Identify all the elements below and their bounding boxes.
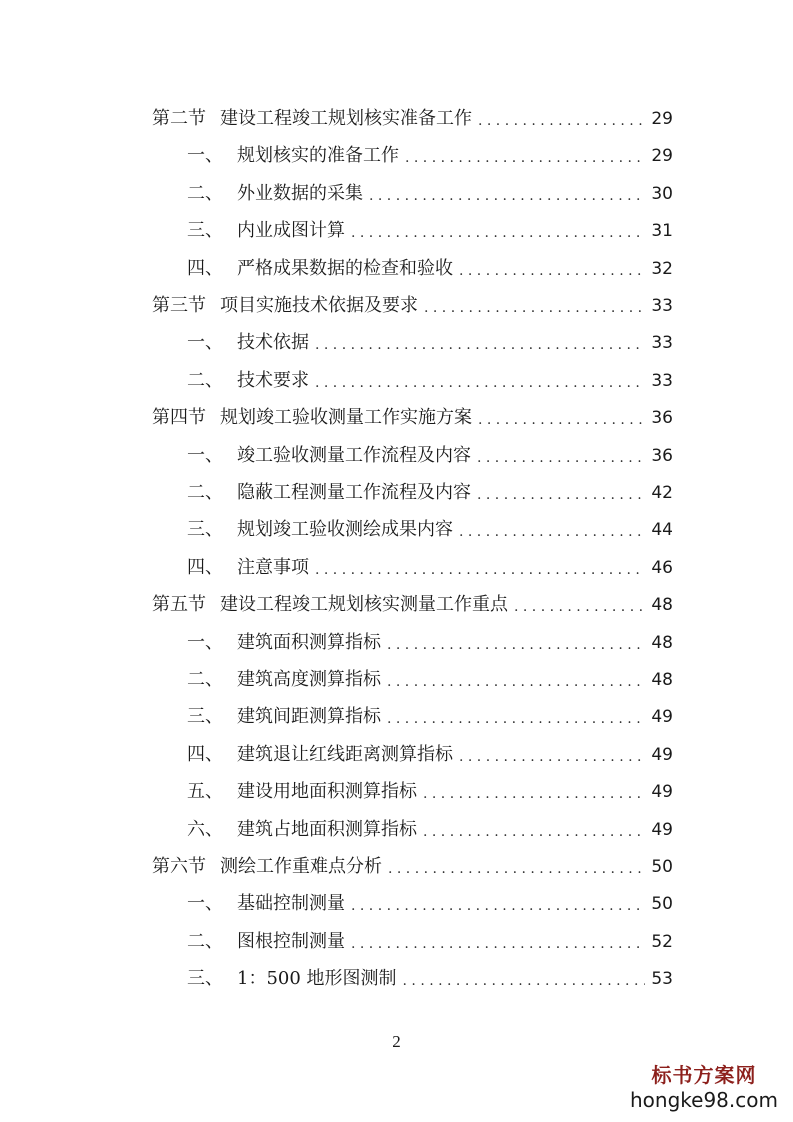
toc-entry-number: 一、 xyxy=(187,444,223,466)
toc-entry-title: 外业数据的采集 xyxy=(237,182,363,204)
toc-page-number: 33 xyxy=(651,333,673,354)
toc-dot-leader xyxy=(477,480,645,510)
toc-entry-title: 建筑间距测算指标 xyxy=(237,706,381,728)
toc-dot-leader xyxy=(514,592,645,622)
toc-entry-number: 第三节 xyxy=(152,295,206,316)
toc-dot-leader xyxy=(424,293,645,323)
toc-page-number: 46 xyxy=(651,557,673,578)
toc-entry-number: 二、 xyxy=(187,482,223,503)
toc-entry-title: 内业成图计算 xyxy=(237,220,345,242)
watermark-en: hongke98.com xyxy=(630,1088,778,1112)
toc-entry-title: 建筑面积测算指标 xyxy=(237,631,381,653)
toc-item-row[interactable] xyxy=(187,553,673,583)
toc-entry-number: 二、 xyxy=(187,930,223,952)
page-number: 2 xyxy=(392,1032,401,1051)
toc-entry-title: 项目实施技术依据及要求 xyxy=(220,295,418,316)
toc-page-number: 48 xyxy=(651,595,673,616)
toc-page-number: 33 xyxy=(651,370,673,391)
toc-entry-number: 三、 xyxy=(187,706,223,728)
toc-dot-leader xyxy=(369,181,645,211)
toc-entry-title: 注意事项 xyxy=(237,556,309,578)
toc-entry-title: 规划竣工验收测绘成果内容 xyxy=(237,519,453,541)
toc-entry-title: 严格成果数据的检查和验收 xyxy=(237,257,453,279)
toc-entry-number: 四、 xyxy=(187,743,223,765)
toc-item-row[interactable] xyxy=(187,254,673,284)
toc-dot-leader xyxy=(459,256,645,286)
toc-section-row[interactable] xyxy=(152,403,673,433)
toc-page-number: 32 xyxy=(651,258,673,279)
toc-entry-number: 二、 xyxy=(187,182,223,204)
toc-entry-title: 技术要求 xyxy=(237,369,309,391)
toc-entry-number: 一、 xyxy=(187,332,223,354)
toc-item-row[interactable] xyxy=(187,366,673,396)
toc-item-row[interactable] xyxy=(187,179,673,209)
toc-entry-number: 二、 xyxy=(187,669,223,690)
toc-entry-title: 隐蔽工程测量工作流程及内容 xyxy=(237,482,471,503)
toc-entry-title: 建筑退让红线距离测算指标 xyxy=(237,743,453,765)
toc-page-number: 49 xyxy=(651,819,673,840)
toc-dot-leader xyxy=(423,817,645,847)
toc-entry-number: 三、 xyxy=(187,220,223,242)
toc-dot-leader xyxy=(387,704,645,734)
toc-entry-title: 建设用地面积测算指标 xyxy=(237,781,417,803)
toc-entry-title: 竣工验收测量工作流程及内容 xyxy=(237,444,471,466)
toc-dot-leader xyxy=(403,966,646,996)
toc-section-row[interactable] xyxy=(152,852,673,882)
toc-entry-number: 五、 xyxy=(187,781,223,803)
toc-item-row[interactable] xyxy=(187,478,673,508)
toc-dot-leader xyxy=(478,106,645,136)
toc-entry-title: 规划竣工验收测量工作实施方案 xyxy=(220,407,472,429)
toc-section-row[interactable] xyxy=(152,104,673,134)
toc-entry-number: 三、 xyxy=(187,968,223,990)
toc-page-number: 29 xyxy=(651,109,673,129)
toc-page-number: 42 xyxy=(651,483,673,503)
toc-entry-title: 建设工程竣工规划核实测量工作重点 xyxy=(220,594,508,616)
toc-dot-leader xyxy=(388,854,645,884)
toc-item-row[interactable] xyxy=(187,777,673,807)
toc-item-row[interactable] xyxy=(187,740,673,770)
toc-entry-title: 建筑高度测算指标 xyxy=(237,669,381,690)
toc-page-number: 29 xyxy=(651,146,673,167)
toc-item-row[interactable] xyxy=(187,441,673,471)
toc-section-row[interactable] xyxy=(152,590,673,620)
toc-entry-number: 六、 xyxy=(187,818,223,840)
toc-section-row[interactable] xyxy=(152,291,673,321)
toc-item-row[interactable] xyxy=(187,927,673,957)
toc-page-number: 33 xyxy=(651,296,673,316)
toc-dot-leader xyxy=(351,891,645,921)
toc-item-row[interactable] xyxy=(187,702,673,732)
toc-entry-title: 规划核实的准备工作 xyxy=(237,145,399,167)
toc-dot-leader xyxy=(315,368,645,398)
toc-page-number: 31 xyxy=(651,221,673,242)
toc-page-number: 49 xyxy=(651,744,673,765)
toc-page-number: 44 xyxy=(651,520,673,541)
toc-page-number: 30 xyxy=(651,183,673,204)
toc-entry-number: 第六节 xyxy=(152,856,206,877)
toc-item-row[interactable] xyxy=(187,815,673,845)
toc-item-row[interactable] xyxy=(187,515,673,545)
toc-entry-title: 基础控制测量 xyxy=(237,893,345,915)
watermark-logo xyxy=(629,1062,779,1112)
toc-dot-leader xyxy=(478,405,645,435)
toc-entry-title: 测绘工作重难点分析 xyxy=(220,856,382,877)
toc-page-number: 49 xyxy=(651,707,673,728)
toc-entry-title: 建筑占地面积测算指标 xyxy=(237,818,417,840)
toc-dot-leader xyxy=(351,929,645,959)
toc-entry-number: 三、 xyxy=(187,519,223,541)
toc-entry-title: 技术依据 xyxy=(237,332,309,354)
toc-entry-number: 一、 xyxy=(187,631,223,653)
toc-entry-number: 一、 xyxy=(187,893,223,915)
toc-page-number: 49 xyxy=(651,782,673,803)
toc-dot-leader xyxy=(405,143,645,173)
toc-item-row[interactable] xyxy=(187,964,673,994)
toc-entry-number: 第二节 xyxy=(152,108,206,129)
toc-page-number: 52 xyxy=(651,931,673,952)
toc-page-number: 53 xyxy=(651,969,673,990)
toc-dot-leader xyxy=(351,218,645,248)
toc-page-number: 36 xyxy=(651,445,673,466)
toc-dot-leader xyxy=(459,742,645,772)
toc-item-row[interactable] xyxy=(187,216,673,246)
toc-dot-leader xyxy=(315,555,645,585)
toc-page-number: 50 xyxy=(651,894,673,915)
toc-entry-number: 一、 xyxy=(187,145,223,167)
toc-page-number: 50 xyxy=(651,857,673,877)
toc-entry-title: 1：500 地形图测制 xyxy=(237,968,397,990)
toc-item-row[interactable] xyxy=(187,889,673,919)
toc-entry-title: 建设工程竣工规划核实准备工作 xyxy=(220,108,472,129)
toc-page-number: 48 xyxy=(651,670,673,690)
toc-item-row[interactable] xyxy=(187,628,673,658)
toc-dot-leader xyxy=(387,630,645,660)
toc-dot-leader xyxy=(477,443,645,473)
watermark-cn: 标书方案网 xyxy=(651,1063,757,1087)
toc-page-number: 48 xyxy=(651,632,673,653)
toc-entry-number: 四、 xyxy=(187,257,223,279)
toc-item-row[interactable] xyxy=(187,665,673,695)
toc-item-row[interactable] xyxy=(187,141,673,171)
toc-entry-number: 二、 xyxy=(187,369,223,391)
toc-item-row[interactable] xyxy=(187,328,673,358)
toc-entry-number: 第四节 xyxy=(152,407,206,429)
toc-dot-leader xyxy=(315,330,645,360)
toc-entry-number: 四、 xyxy=(187,556,223,578)
toc-dot-leader xyxy=(387,667,645,697)
toc-entry-title: 图根控制测量 xyxy=(237,930,345,952)
toc-page-number: 36 xyxy=(651,408,673,429)
toc-entry-number: 第五节 xyxy=(152,594,206,616)
toc-dot-leader xyxy=(423,779,645,809)
toc-dot-leader xyxy=(459,517,645,547)
